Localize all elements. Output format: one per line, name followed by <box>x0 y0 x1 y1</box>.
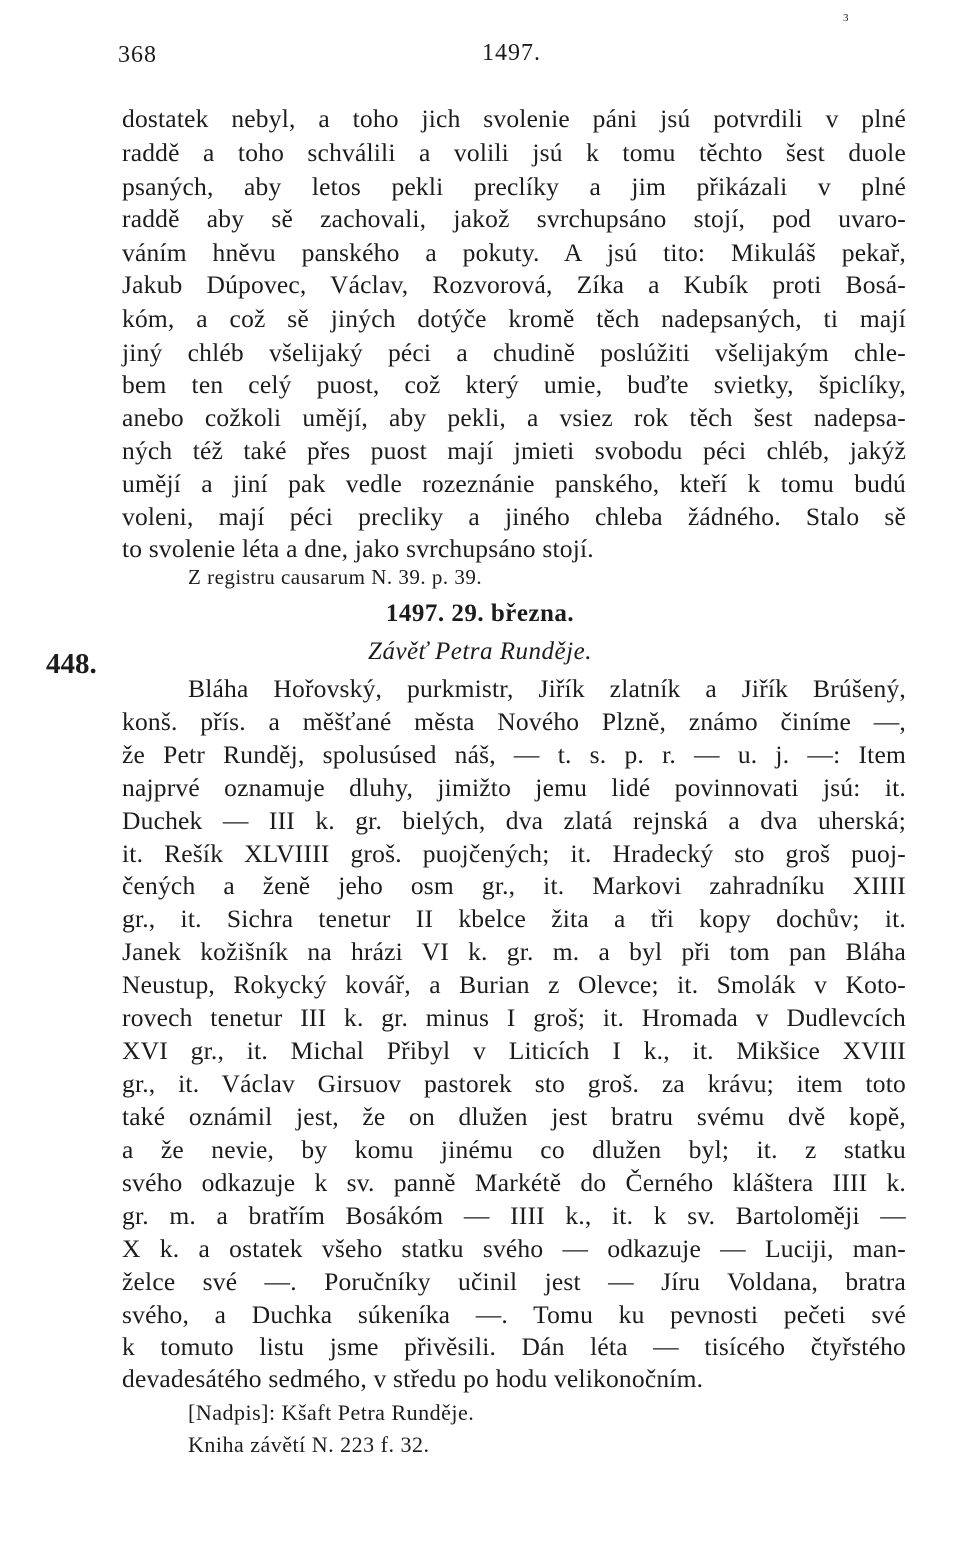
document-title: Závěť Petra Runděje. <box>368 638 592 665</box>
text-line: také oznámil jest, že on dlužen jest bratru svému dvě kopě, <box>122 1102 906 1131</box>
source-note: Kniha závětí N. 223 f. 32. <box>188 1432 430 1457</box>
text-line: XVI gr., it. Michal Přibyl v Liticích I k., it. Mikšice XVIII <box>122 1036 906 1065</box>
document-number: 448. <box>46 648 97 680</box>
text-line: X k. a ostatek všeho statku svého — odkazuje — Luciji, man- <box>122 1234 906 1263</box>
text-line: že Petr Runděj, spolusúsed náš, — t. s. p. r. — u. j. —: Item <box>122 740 906 769</box>
text-line: k tomuto listu jsme přivěsili. Dán léta — tisícého čtyřstého <box>122 1332 906 1361</box>
text-line: Bláha Hořovský, purkmistr, Jiřík zlatník a Jiřík Brúšený, <box>188 674 906 703</box>
text-line: svého, a Duchka súkeníka —. Tomu ku pevnosti pečeti své <box>122 1300 906 1329</box>
text-line: konš. přís. a měšťané města Nového Plzně, známo činíme —, <box>122 707 906 736</box>
text-line: raddě aby sě zachovali, jakož svrchupsáno stojí, pod uvaro- <box>122 204 906 233</box>
text-line: Duchek — III k. gr. bielých, dva zlatá rejnská a dva uherská; <box>122 806 906 835</box>
text-line: ných též také přes puost mají jmieti svobodu péci chléb, jakýž <box>122 436 906 465</box>
corner-mark: 3 <box>843 12 849 24</box>
text-line: to svolenie léta a dne, jako svrchupsáno stojí. <box>122 534 594 563</box>
text-line: it. Rešík XLVIIII groš. puojčených; it. Hradecký sto groš puoj- <box>122 839 906 868</box>
text-line: raddě a toho schválili a volili jsú k tomu těchto šest duole <box>122 138 906 167</box>
text-line: Jakub Dúpovec, Václav, Rozvorová, Zíka a Kubík proti Bosá- <box>122 270 906 299</box>
text-line: želce své —. Poručníky učinil jest — Jíru Voldana, bratra <box>122 1267 906 1296</box>
text-line: kóm, a což sě jiných dotýče kromě těch nadepsaných, ti mají <box>122 304 906 333</box>
text-line: Janek kožišník na hrázi VI k. gr. m. a byl při tom pan Bláha <box>122 937 906 966</box>
source-note: Z registru causarum N. 39. p. 39. <box>188 565 483 589</box>
running-head: 1497. <box>482 40 541 66</box>
text-line: dostatek nebyl, a toho jich svolenie páni jsú potvrdili v plné <box>122 104 906 133</box>
text-line: anebo cožkoli umějí, aby pekli, a vsiez rok těch šest nadepsa- <box>122 403 906 432</box>
text-line: Neustup, Rokycký kovář, a Burian z Olevce; it. Smolák v Koto- <box>122 970 906 999</box>
document-date: 1497. 29. března. <box>385 600 575 627</box>
text-line: gr., it. Sichra tenetur II kbelce žita a tři kopy dochův; it. <box>122 904 906 933</box>
text-line: gr. m. a bratřím Bosákóm — IIII k., it. k sv. Bartoloměji — <box>122 1201 906 1230</box>
text-line: bem ten celý puost, což který umie, buďte svietky, špiclíky, <box>122 370 906 399</box>
text-line: gr., it. Václav Girsuov pastorek sto groš. za krávu; item toto <box>122 1069 906 1098</box>
page-number: 368 <box>118 42 157 68</box>
text-line: jiný chléb všelijaký péci a chudině poslúžiti všelijakým chle- <box>122 338 906 367</box>
text-line: váním hněvu panského a pokuty. A jsú tito: Mikuláš pekař, <box>122 238 906 267</box>
text-line: rovech tenetur III k. gr. minus I groš; it. Hromada v Dudlevcích <box>122 1003 906 1032</box>
text-line: umějí a jiní pak vedle rozeznánie panského, kteří k tomu budú <box>122 469 906 498</box>
text-line: devadesátého sedmého, v středu po hodu velikonočním. <box>122 1364 704 1393</box>
text-line: čených a ženě jeho osm gr., it. Markovi zahradníku XIIII <box>122 871 906 900</box>
text-line: psaných, aby letos pekli preclíky a jim přikázali v plné <box>122 172 906 201</box>
text-line: voleni, mají péci precliky a jiného chleba žádného. Stalo sě <box>122 502 906 531</box>
text-line: najprvé oznamuje dluhy, jimižto jemu lidé povinnovati jsú: it. <box>122 773 906 802</box>
text-line: svého odkazuje k sv. panně Markétě do Černého kláštera IIII k. <box>122 1168 906 1197</box>
text-line: a že nevie, by komu jinému co dlužen byl; it. z statku <box>122 1135 906 1164</box>
inscription-note: [Nadpis]: Kšaft Petra Runděje. <box>188 1400 475 1425</box>
